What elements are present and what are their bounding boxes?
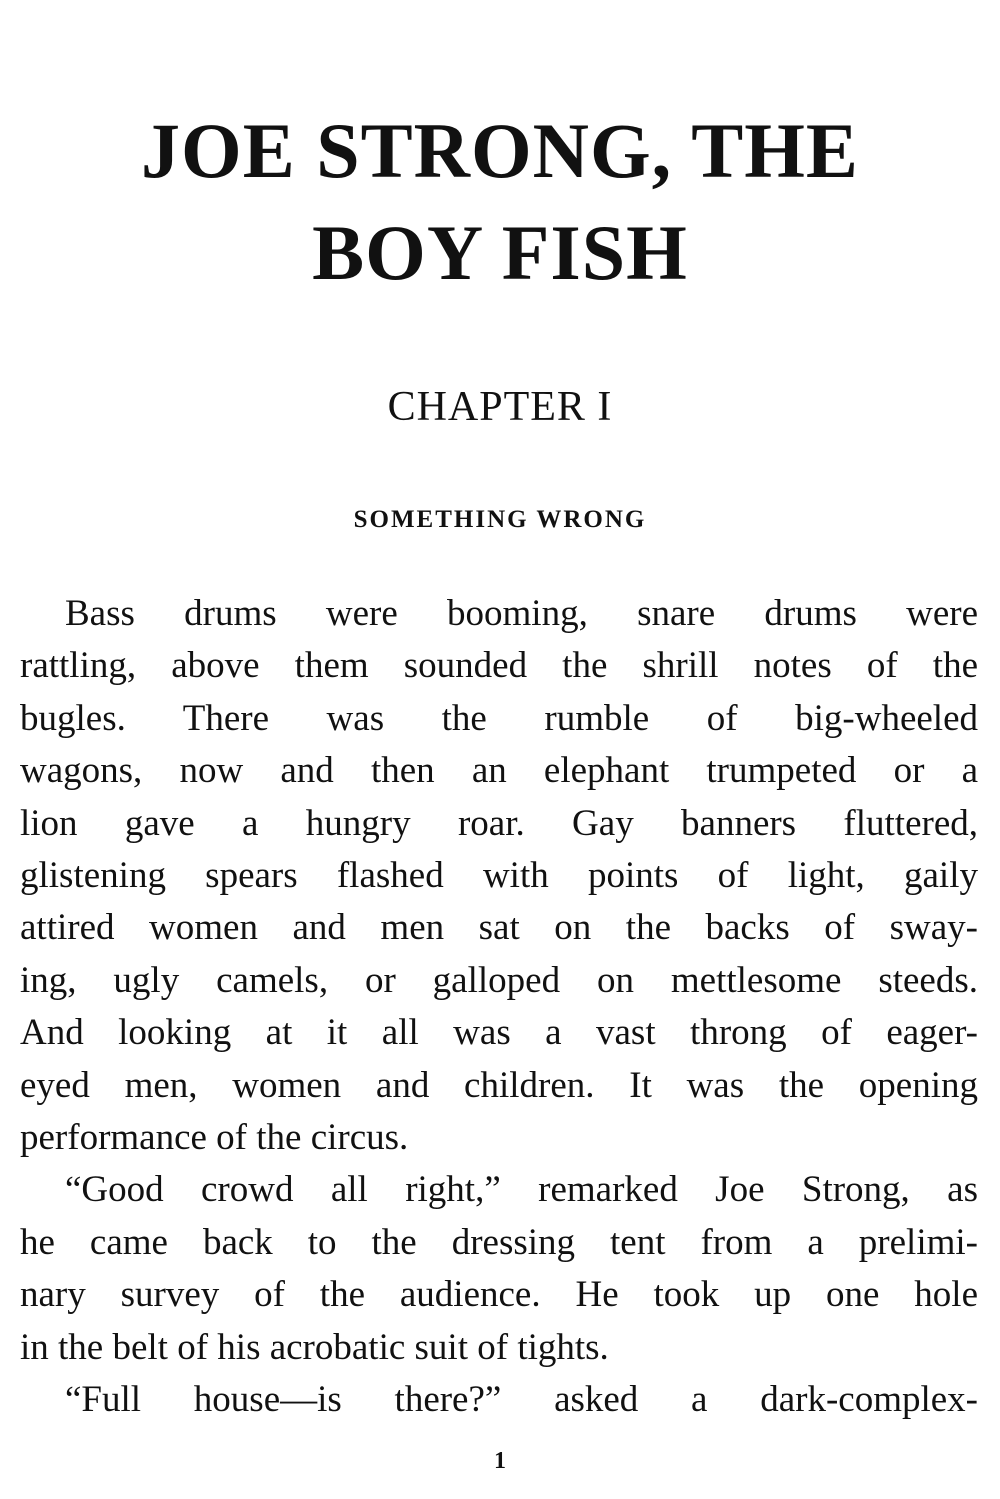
text-line: And looking at it all was a vast throng of eager- [20,1012,978,1054]
book-title [0,100,1000,304]
text-line: rattling, above them sounded the shrill notes of the [20,645,978,687]
text-line: bugles. There was the rumble of big-wheeled [20,697,978,739]
book-title-line-1: JOE STRONG, THE [141,107,859,194]
paragraph-1 [20,588,978,1164]
chapter-title: SOMETHING WRONG [353,506,647,533]
chapter-body-text [20,588,978,1427]
text-line: lion gave a hungry roar. Gay banners fluttered, [20,802,978,844]
paragraph-3 [20,1374,978,1426]
chapter-number: CHAPTER I [387,384,613,430]
text-line: Bass drums were booming, snare drums were [65,593,978,634]
text-line: glistening spears flashed with points of light, gaily [20,855,978,897]
text-line: he came back to the dressing tent from a prelimi- [20,1221,978,1263]
text-line: performance of the circus. [20,1117,409,1159]
text-line: wagons, now and then an elephant trumpeted or a [20,750,978,792]
text-line: nary survey of the audience. He took up one hole [20,1274,978,1316]
text-line: “Good crowd all right,” remarked Joe Strong, as [65,1169,978,1211]
book-title-line-2: BOY FISH [312,209,688,296]
text-line: eyed men, women and children. It was the opening [20,1064,978,1106]
paragraph-2 [20,1164,978,1374]
text-line: attired women and men sat on the backs of sway- [20,907,978,949]
text-line: in the belt of his acrobatic suit of tights. [20,1326,609,1368]
text-line: “Full house—is there?” asked a dark-complex- [65,1379,978,1421]
text-line: ing, ugly camels, or galloped on mettlesome steeds. [20,959,978,1001]
page-number: 1 [494,1448,506,1474]
